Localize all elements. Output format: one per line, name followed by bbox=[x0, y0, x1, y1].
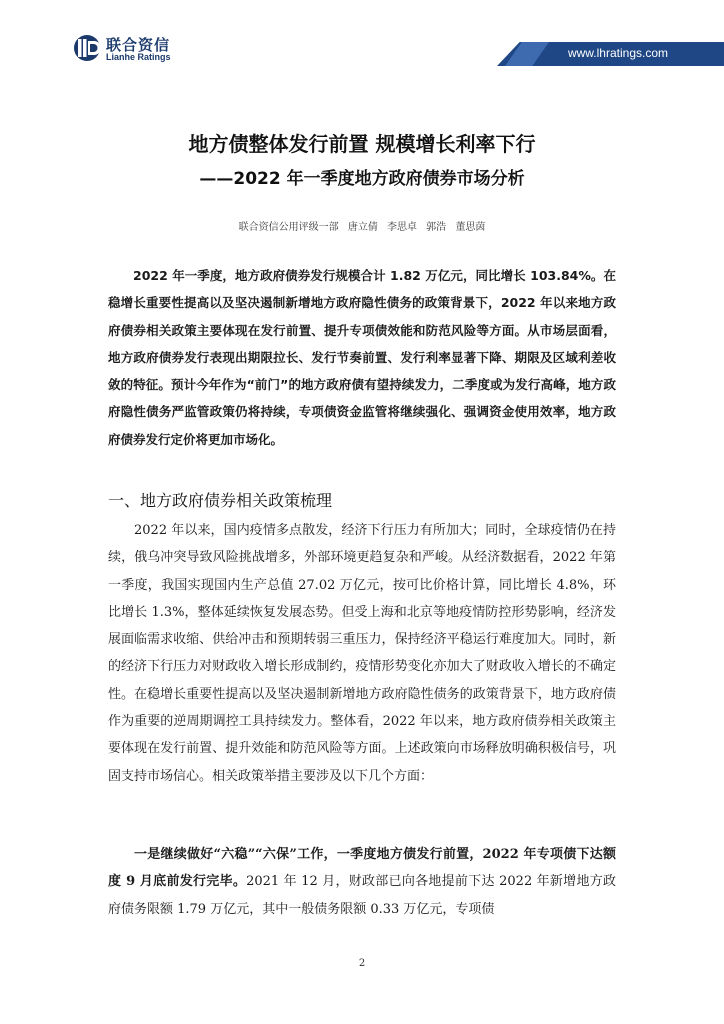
lianhe-logo-icon bbox=[72, 32, 102, 64]
logo-english-name: Lianhe Ratings bbox=[106, 52, 171, 62]
page-title: 地方债整体发行前置 规模增长利率下行 bbox=[188, 132, 536, 156]
body-paragraph-1: 2022 年以来，国内疫情多点散发，经济下行压力有所加大；同时，全球疫情仍在持续，俄乌冲突导致风险挑战增多，外部环境更趋复杂和严峻。从经济数据看，2022 年第一季度，我国实现国内生产总值 27.02 万亿元，按可比价格计算，同比增长 4.8%，环比增长 1.3%，整体延续恢复发展态势。但受上海和北京等地疫情防控形势影响，经济发展面临需求收缩、供给冲击和预期转弱三重压力，保持经济平稳运行难度加大。同时，新的经济下行压力对财政收入增长形成制约，疫情形势变化亦加大了财政收入增长的不确定性。在稳增长重要性提高以及坚决遏制新增地方政府隐性债务的政策背景下，地方政府债作为重要的逆周期调控工具持续发力。整体看，2022 年以来，地方政府债券相关政策主要体现在发行前置、提升效能和防范风险等方面。上述政策向市场释放明确积极信号，巩固支持市场信心。相关政策举措主要涉及以下几个方面： bbox=[108, 523, 616, 784]
paragraph-continuation: 2021 年 12 月，财政部已向各地提前下达 2022 年新增地方政府债务限额 1.79 万亿元，其中一般债务限额 0.33 万亿元，专项债 bbox=[108, 874, 616, 917]
authors-line: 联合资信公用评级一部 唐立倩 李思卓 郭浩 董思茵 bbox=[238, 222, 486, 233]
page-number: 2 bbox=[358, 958, 366, 969]
abstract-paragraph: 2022 年一季度，地方政府债券发行规模合计 1.82 万亿元，同比增长 103.84%。在稳增长重要性提高以及坚决遏制新增地方政府隐性债务的政策背景下，2022 年以来地方政府债券相关政策主要体现在发行前置、提升专项债效能和防范风险等方面。从市场层面看，地方政府债券发行表现出期限拉长、发行节奏前置、发行利率显著下降、期限及区域利差收敛的特征。预计今年作为“前门”的地方政府债有望持续发力，二季度或为发行高峰，地方政府隐性债务严监管政策仍将持续，专项债资金监管将继续强化、强调资金使用效率，地方政府债券发行定价将更加市场化。 bbox=[108, 268, 616, 447]
logo-chinese-name: 联合资信 bbox=[106, 36, 171, 54]
page-header bbox=[0, 0, 724, 80]
page-subtitle: ——2022 年一季度地方政府债券市场分析 bbox=[199, 169, 525, 189]
website-link[interactable]: www.lhratings.com bbox=[567, 46, 668, 60]
paragraph-lead-bold: 一是继续做好“六稳”“六保”工作，一季度地方债发行前置，2022 年专项债下达额度 9 月底前发行完毕。 bbox=[108, 847, 616, 890]
section-heading: 一、地方政府债券相关政策梳理 bbox=[108, 491, 333, 510]
body-paragraph-2 bbox=[108, 841, 616, 923]
